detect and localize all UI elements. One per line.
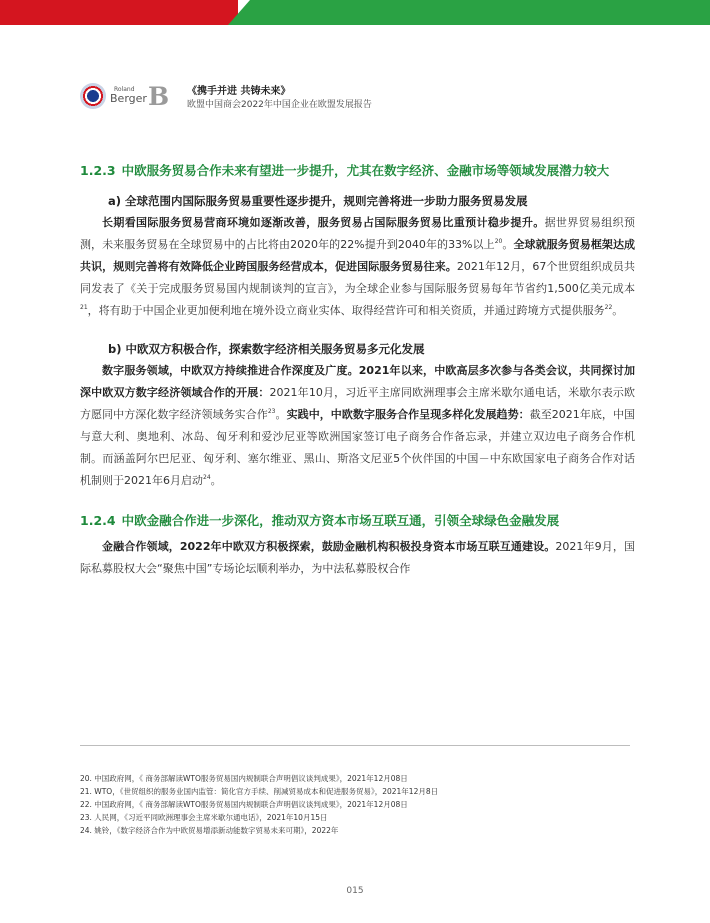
- body-text: 。: [275, 408, 287, 421]
- bold-text: 长期看国际服务贸易营商环境如逐渐改善，服务贸易占国际服务贸易比重预计稳步提升。: [102, 216, 545, 229]
- footnote-item: 23. 人民网，《习近平同欧洲理事会主席米歇尔通电话》，2021年10月15日: [80, 813, 328, 822]
- footnotes: [80, 772, 640, 837]
- body-text: 。: [502, 238, 514, 251]
- paragraph-a: [80, 212, 635, 322]
- footnote-ref: 22: [604, 304, 613, 311]
- section-heading-1-2-4: [80, 510, 635, 532]
- footnote-item: 20. 中国政府网，《 商务部解读WTO服务贸易国内规制联合声明倡议谈判成果》，2021年12月08日: [80, 774, 408, 783]
- bold-text: 金融合作领域，2022年中欧双方积极探索，鼓励金融机构积极投身资本市场互联互通建设。: [102, 540, 556, 553]
- body-text: 。: [612, 304, 624, 317]
- section-title: 中欧金融合作进一步深化，推动双方资本市场互联互通，引领全球绿色金融发展: [121, 513, 560, 528]
- footnote-ref: 24: [203, 474, 211, 481]
- footnote-ref: 23: [267, 408, 276, 415]
- body-text: 。: [210, 474, 222, 487]
- footnote-ref: 20: [494, 238, 503, 245]
- subheading-b: b) 中欧双方积极合作，探索数字经济相关服务贸易多元化发展: [108, 342, 425, 356]
- top-green-bar: [228, 0, 710, 25]
- section-number: 1.2.4: [80, 513, 116, 528]
- logo-small-text: Roland: [114, 86, 135, 93]
- paragraph-c: [80, 536, 635, 580]
- logo-mark: B: [148, 82, 170, 111]
- footnote-divider: [80, 745, 630, 746]
- chamber-logo-icon: [80, 83, 106, 109]
- body-text: 2021年12月，67个世贸组织成员共同发表了《关于完成服务贸易国内规制谈判的宣言》，为全球企业参与国际服务贸易每年节省约1,500亿美元成本: [80, 260, 636, 295]
- footnote-item: 24. 姚铃，《数字经济合作为中欧贸易增添新动能数字贸易未来可期》，2022年: [80, 826, 339, 835]
- logo-big-text: Berger: [110, 92, 147, 105]
- page-number: 015: [346, 886, 364, 896]
- section-number: 1.2.3: [80, 163, 116, 178]
- bold-text: 全球就服务贸易框架达成共识，规则完善将有效降低企业跨国服务经营成本，促进国际服务贸易往来。: [80, 238, 636, 273]
- report-subtitle: 欧盟中国商会2022年中国企业在欧盟发展报告: [187, 100, 372, 110]
- bold-text: 实践中，中欧数字服务合作呈现多样化发展趋势：: [286, 408, 530, 421]
- body-text: 截至2021年底，中国与意大利、奥地利、冰岛、匈牙利和爱沙尼亚等欧洲国家签订电子商务合作备忘录，并建立双边电子商务合作机制。而涵盖阿尔巴尼亚、匈牙利、塞尔维亚、黑山、斯洛文尼亚5个伙伴国的中国－中东欧国家电子商务合作对话机制则于2021年6月启动: [80, 408, 636, 487]
- section-gap: [80, 492, 635, 510]
- body-text: 据世界贸易组织预测，未来服务贸易在全球贸易中的占比将由2020年的22%提升到2040年的33%以上: [80, 216, 635, 251]
- section-heading-1-2-3: [80, 160, 635, 182]
- footnote-ref: 21: [80, 304, 88, 311]
- body-text: ，将有助于中国企业更加便利地在境外设立商业实体、取得经营许可和相关资质，并通过跨境方式提供服务: [87, 304, 605, 317]
- bold-text: 数字服务领域，中欧双方持续推进合作深度及广度。2021年以来，中欧高层多次参与各类会议，共同探讨加深中欧双方数字经济领域合作的开展：: [80, 364, 635, 399]
- paragraph-b: [80, 360, 635, 492]
- footnote-item: 22. 中国政府网，《 商务部解读WTO服务贸易国内规制联合声明倡议谈判成果》，2021年12月08日: [80, 800, 408, 809]
- roland-berger-logo: [110, 82, 170, 111]
- footnote-item: 21. WTO，《世贸组织的服务业国内监管：简化官方手续、削减贸易成本和促进服务贸易》，2021年12月8日: [80, 787, 439, 796]
- top-red-bar: [0, 0, 238, 25]
- section-title: 中欧服务贸易合作未来有望进一步提升，尤其在数字经济、金融市场等领域发展潜力较大: [121, 163, 610, 178]
- main-content: [80, 160, 635, 580]
- report-title: 《携手并进 共铸未来》: [187, 86, 291, 97]
- subheading-a: a) 全球范围内国际服务贸易重要性逐步提升，规则完善将进一步助力服务贸易发展: [108, 194, 528, 208]
- body-text: 2021年10月，习近平主席同欧洲理事会主席米歇尔通电话，米歇尔表示欧方愿同中方深化数字经济领域务实合作: [80, 386, 635, 421]
- body-text: 2021年9月，国际私募股权大会“聚焦中国”专场论坛顺利举办，为中法私募股权合作: [80, 540, 635, 575]
